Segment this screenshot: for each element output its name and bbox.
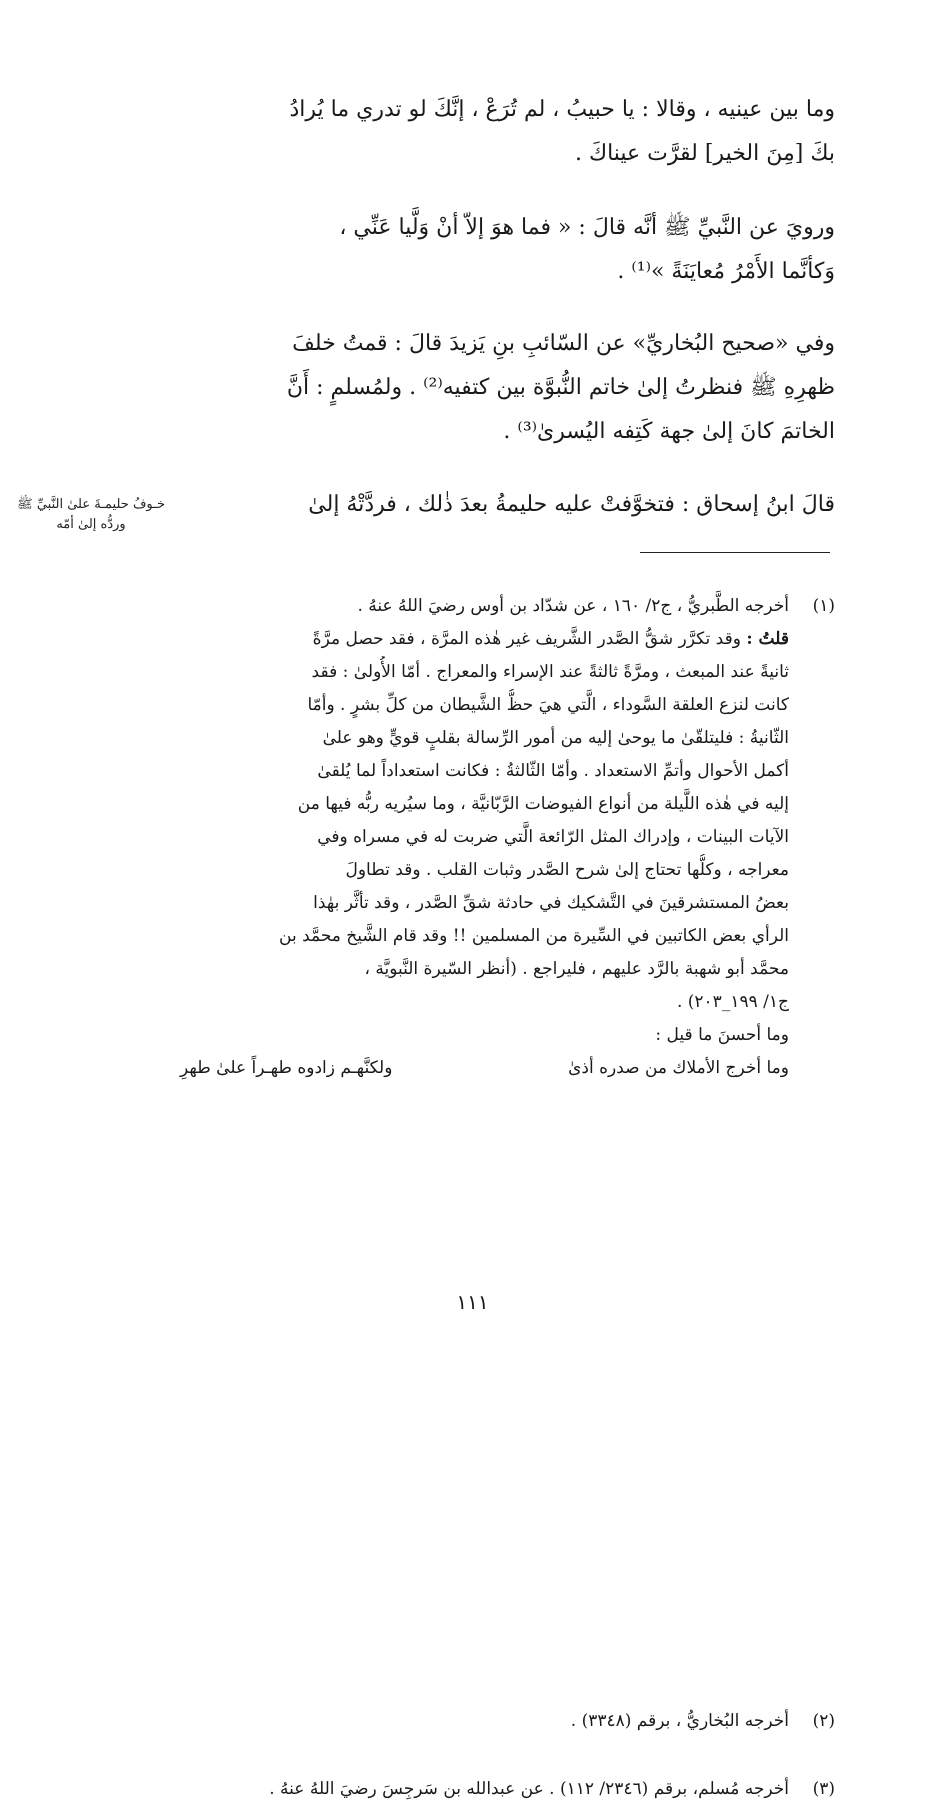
footnote-line: كانت لنزع العلقة السَّوداء ، الَّتي هيَ حظُّ الشَّيطان من كلِّ بشرٍ . وأمّا: [307, 695, 789, 715]
verse-second-hemistich: ولكنَّهـم زادوه طهـراً علىٰ طهرِ: [180, 1058, 393, 1078]
footnote-number: (٢): [812, 1711, 835, 1731]
page-number: ١١١: [456, 1290, 489, 1314]
footnote-3: [180, 1773, 835, 1806]
footnote-2: [180, 1705, 835, 1738]
body-line: الخاتمَ كانَ إلىٰ جهة كَتِفه اليُسرىٰ⁽³⁾ .: [503, 419, 835, 444]
body-line: ظهرِهِ ﷺ فنظرتُ إلىٰ خاتم النُّبوَّة بين كتفيه⁽²⁾ . ولمُسلمٍ : أَنَّ: [286, 375, 835, 400]
verse-first-hemistich: وما أخرج الأملاك من صدره أذىٰ: [568, 1058, 789, 1078]
footnote-line: وما أحسنَ ما قيل :: [655, 1025, 789, 1045]
footnote-line: الرأي بعض الكاتبين في السِّيرة من المسلمين !! وقد قام الشَّيخ محمَّد بن: [279, 926, 789, 946]
margin-note: خـوفُ حليمـةَ علىٰ النَّبيِّ ﷺ وردُّه إلىٰ أمّه: [17, 497, 165, 532]
paragraph-4: [180, 483, 835, 527]
footnote-line: أكمل الأحوال وأتمِّ الاستعداد . وأمّا الثّالثةُ : فكانت استعداداً لما يُلقىٰ: [317, 761, 789, 781]
footnote-separator: [640, 552, 830, 553]
body-line: وما بين عينيه ، وقالا : يا حبيبُ ، لم تُرَعْ ، إنَّكَ لو تدري ما يُرادُ: [289, 97, 835, 122]
body-line: ورويَ عن النَّبيِّ ﷺ أنَّه قالَ : « فما هوَ إلاّ أنْ وَلَّيا عَنِّي ،: [339, 215, 835, 240]
footnote-line: محمَّد أبو شهبة بالرَّد عليهم ، فليراجع . (أنظر السّيرة النَّبويَّة ،: [364, 959, 789, 979]
paragraph-1: [180, 88, 835, 176]
qult-label: قلتُ :: [746, 629, 789, 649]
footnote-number: (٣): [812, 1779, 835, 1799]
footnote-line: أخرجه البُخاريُّ ، برقم (٣٣٤٨) .: [570, 1711, 789, 1731]
footnote-line: ج١/ ١٩٩_٢٠٣) .: [676, 992, 789, 1012]
footnote-line: ثانيةً عند المبعث ، ومرَّةً ثالثةً عند الإسراء والمعراج . أمّا الأُولىٰ : فقد: [311, 662, 789, 682]
footnote-number: (١): [812, 596, 835, 616]
footnote-line: أخرجه مُسلم، برقم (٢٣٤٦/ ١١٢) . عن عبدالله بن سَرجِسَ رضيَ اللهُ عنهُ .: [269, 1779, 789, 1799]
paragraph-2: [180, 206, 835, 294]
body-line: وَكأنَّما الأَمْرُ مُعايَنَةً »⁽¹⁾ .: [617, 259, 835, 284]
footnote-line: [180, 623, 789, 656]
footnote-1: [180, 590, 835, 1085]
footnote-line: إليه في هٰذه اللَّيلة من أنواع الفيوضات الرَّبّانيَّة ، وما سيُريه ربُّه فيها من: [297, 794, 789, 814]
body-line: وفي «صحيح البُخاريِّ» عن السّائبِ بنِ يَزيدَ قالَ : قمتُ خلفَ: [292, 331, 835, 356]
paragraph-3: [180, 322, 835, 454]
footnote-text: وقد تكرَّر شقُّ الصَّدر الشَّريف غير هٰذه المرَّة ، فقد حصل مرَّةً: [312, 629, 741, 649]
poetry-verse: [180, 1052, 789, 1085]
footnote-line: بعضُ المستشرقينَ في التَّشكيك في حادثة شقِّ الصَّدر ، وقد تأثَّر بهٰذا: [313, 893, 789, 913]
body-line: بكَ [مِنَ الخير] لقرَّت عيناكَ .: [574, 141, 835, 166]
footnote-line: معراجه ، وكلُّها تحتاج إلىٰ شرح الصَّدر وثبات القلب . وقد تطاولَ: [345, 860, 789, 880]
footnote-line: الآيات البينات ، وإدراك المثل الرّائعة الَّتي ضربت له في مسراه وفي: [317, 827, 789, 847]
footnote-line: أخرجه الطَّبريُّ ، ج٢/ ١٦٠ ، عن شدّاد بن أوس رضيَ اللهُ عنهُ .: [357, 596, 789, 616]
body-line: قالَ ابنُ إسحاق : فتخوَّفتْ عليه حليمةُ بعدَ ذٰلك ، فردَّتْهُ إلىٰ: [308, 492, 835, 517]
footnote-line: الثّانيةُ : فليتلقّىٰ ما يوحىٰ إليه من أمور الرِّسالة بقلبٍ قويٍّ وهو علىٰ: [322, 728, 789, 748]
